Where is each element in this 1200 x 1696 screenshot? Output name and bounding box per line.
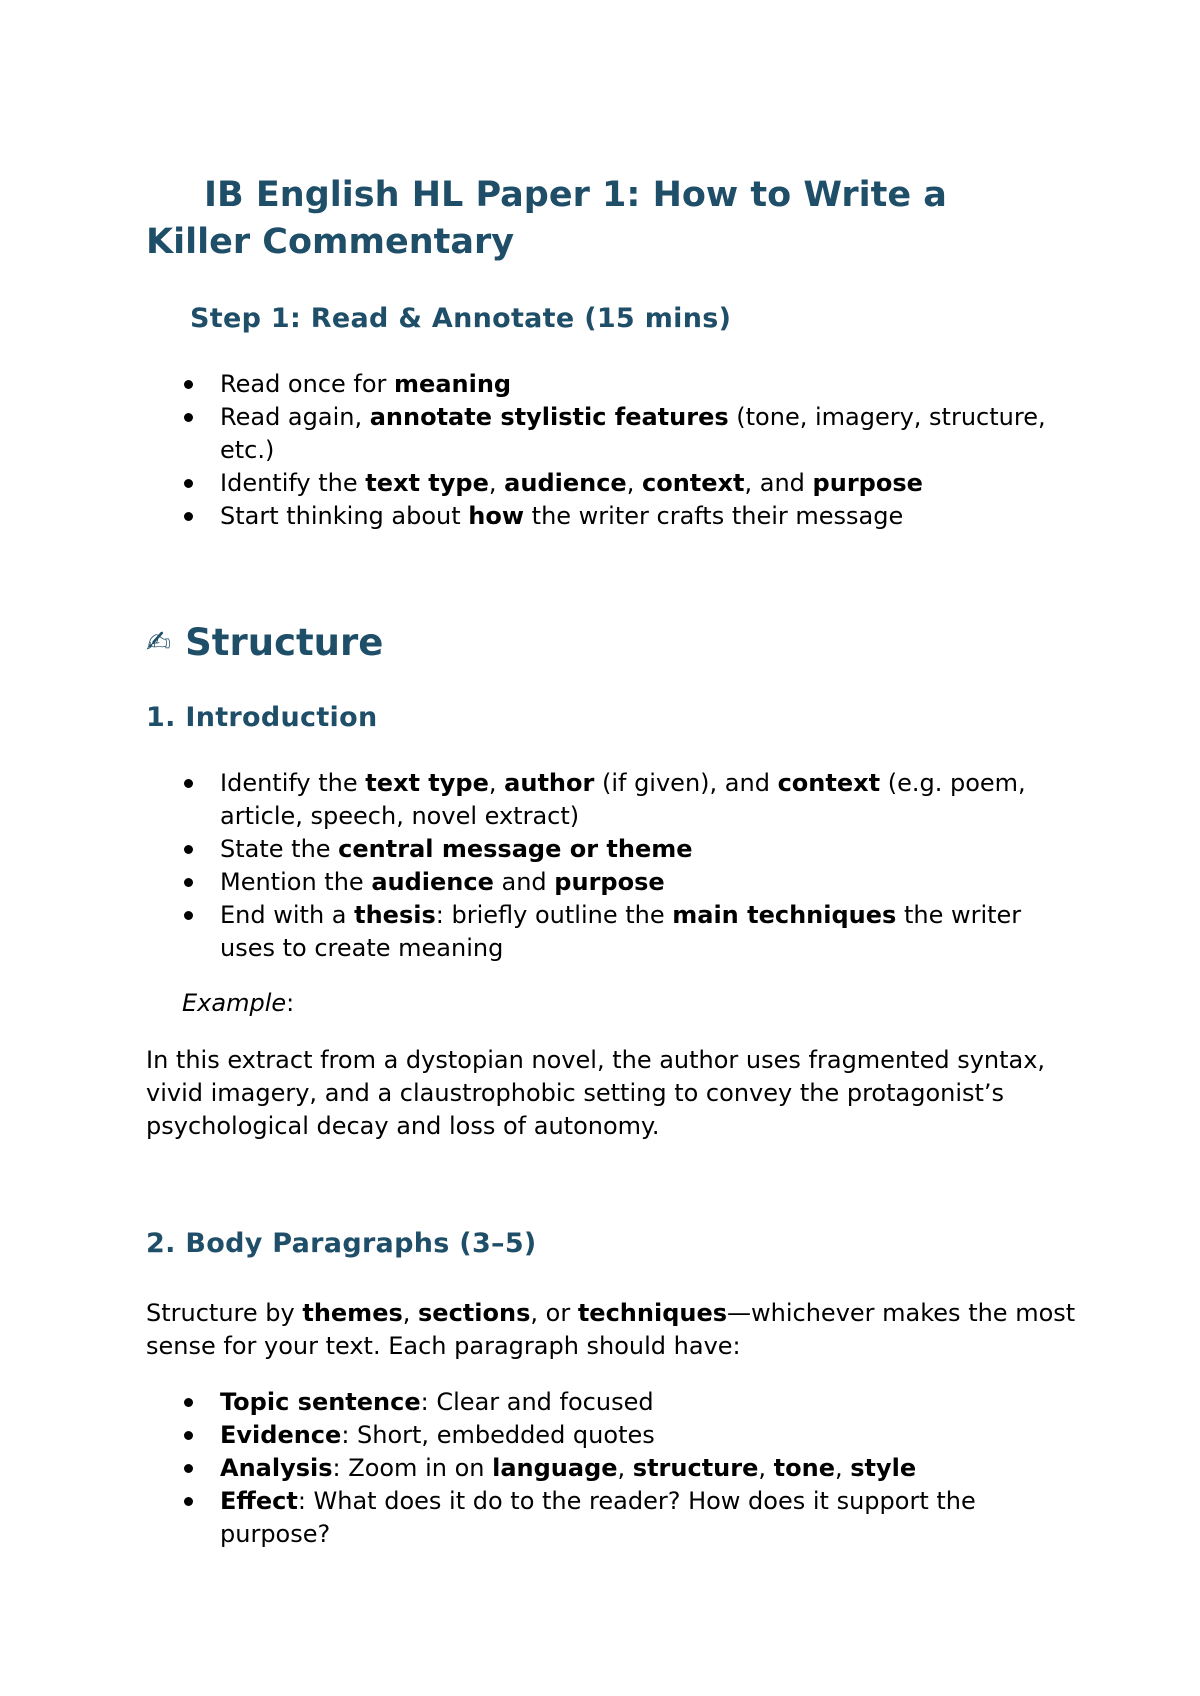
text-run: : What does it do to the reader? How does it support the purpose?: [220, 1487, 976, 1548]
bold-text: central message or theme: [338, 835, 693, 863]
text-run: End with a: [220, 901, 355, 929]
bold-text: Effect: [220, 1487, 298, 1515]
bold-text: tone: [773, 1454, 835, 1482]
structure-heading: [146, 619, 383, 670]
bullet-icon: [184, 512, 193, 521]
bold-text: purpose: [812, 469, 923, 497]
bullet-icon: [184, 413, 193, 422]
text-run: and: [493, 868, 555, 896]
example-label: [182, 987, 1112, 1020]
bold-text: context: [777, 769, 881, 797]
example-label-text: Example: [182, 989, 287, 1017]
bold-text: thesis: [354, 901, 436, 929]
list-item: [0, 401, 1070, 467]
bullet-icon: [184, 911, 193, 920]
bold-text: language: [492, 1454, 618, 1482]
bullet-icon: [184, 779, 193, 788]
bold-text: structure: [632, 1454, 759, 1482]
structure-heading-text: Structure: [185, 621, 384, 664]
text-run: (if given), and: [594, 769, 778, 797]
text-run: —whichever makes the most sense for your text. Each paragraph should have:: [146, 1299, 1076, 1360]
example-label-colon: :: [286, 989, 295, 1017]
bold-text: Topic sentence: [220, 1388, 421, 1416]
bold-text: text type: [365, 469, 489, 497]
text-run: the writer crafts their message: [524, 502, 904, 530]
text-run: Identify the: [220, 469, 366, 497]
bold-text: how: [468, 502, 525, 530]
text-run: , and: [744, 469, 813, 497]
bullet-icon: [184, 845, 193, 854]
text-run: Read again,: [220, 403, 370, 431]
bullet-icon: [184, 878, 193, 887]
bullet-icon: [184, 1398, 193, 1407]
text-run: (e.g. poem, article, speech, novel extract): [220, 769, 1026, 830]
text-run: Mention the: [220, 868, 372, 896]
bold-text: Evidence: [220, 1421, 342, 1449]
step1-bullet-list: [0, 368, 1200, 533]
text-run: ,: [617, 1454, 633, 1482]
list-item: [0, 1386, 1070, 1419]
bold-text: main techniques: [672, 901, 897, 929]
introduction-bullet-list: [0, 767, 1200, 965]
introduction-heading: 1. Introduction: [146, 702, 378, 733]
bullet-icon: [184, 1431, 193, 1440]
text-run: Read once for: [220, 370, 395, 398]
list-item: [0, 767, 1070, 833]
list-item: [0, 1419, 1070, 1452]
title-text: IB English HL Paper 1: How to Write a Killer Commentary: [146, 175, 947, 262]
text-run: ,: [626, 469, 642, 497]
body-paragraphs-bullet-list: [0, 1386, 1200, 1551]
body-paragraphs-intro: [146, 1297, 1076, 1363]
bold-text: purpose: [554, 868, 665, 896]
list-item: [0, 1452, 1070, 1485]
text-run: Structure by: [146, 1299, 303, 1327]
text-run: ,: [488, 469, 505, 497]
bullet-icon: [184, 380, 193, 389]
bold-text: meaning: [394, 370, 512, 398]
bold-text: style: [850, 1454, 917, 1482]
bullet-icon: [184, 479, 193, 488]
writing-hand-icon: ✍: [146, 625, 172, 660]
example-paragraph: In this extract from a dystopian novel, the author uses fragmented syntax, vivid imagery, and a claustrophobic setting to convey the protagonist’s psychological decay and loss of autonomy.: [146, 1046, 1046, 1140]
bold-text: text type: [365, 769, 489, 797]
text-run: : Zoom in on: [332, 1454, 493, 1482]
bold-text: audience: [504, 469, 627, 497]
text-run: : Short, embedded quotes: [341, 1421, 655, 1449]
bold-text: context: [641, 469, 745, 497]
document-title: [146, 172, 1046, 266]
list-item: [0, 368, 1070, 401]
text-run: State the: [220, 835, 339, 863]
bold-text: author: [504, 769, 595, 797]
body-paragraphs-heading: 2. Body Paragraphs (3–5): [146, 1228, 537, 1259]
text-run: (tone, imagery, structure, etc.): [220, 403, 1046, 464]
text-run: ,: [758, 1454, 774, 1482]
text-run: : Clear and focused: [420, 1388, 654, 1416]
text-run: Start thinking about: [220, 502, 469, 530]
text-run: ,: [488, 769, 505, 797]
bold-text: sections: [418, 1299, 531, 1327]
text-run: , or: [530, 1299, 578, 1327]
bold-text: techniques: [577, 1299, 728, 1327]
text-run: ,: [834, 1454, 851, 1482]
list-item: [0, 833, 1070, 866]
step1-heading: Step 1: Read & Annotate (15 mins): [190, 303, 732, 334]
list-item: [0, 866, 1070, 899]
bold-text: Analysis: [220, 1454, 333, 1482]
list-item: [0, 1485, 1070, 1551]
list-item: [0, 899, 1070, 965]
list-item: [0, 467, 1070, 500]
bullet-icon: [184, 1497, 193, 1506]
text-run: : briefly outline the: [435, 901, 673, 929]
text-run: ,: [402, 1299, 419, 1327]
bold-text: audience: [371, 868, 494, 896]
bold-text: annotate stylistic features: [369, 403, 729, 431]
text-run: Identify the: [220, 769, 366, 797]
list-item: [0, 500, 1070, 533]
bold-text: themes: [302, 1299, 403, 1327]
bullet-icon: [184, 1464, 193, 1473]
text-run: the writer uses to create meaning: [220, 901, 1022, 962]
